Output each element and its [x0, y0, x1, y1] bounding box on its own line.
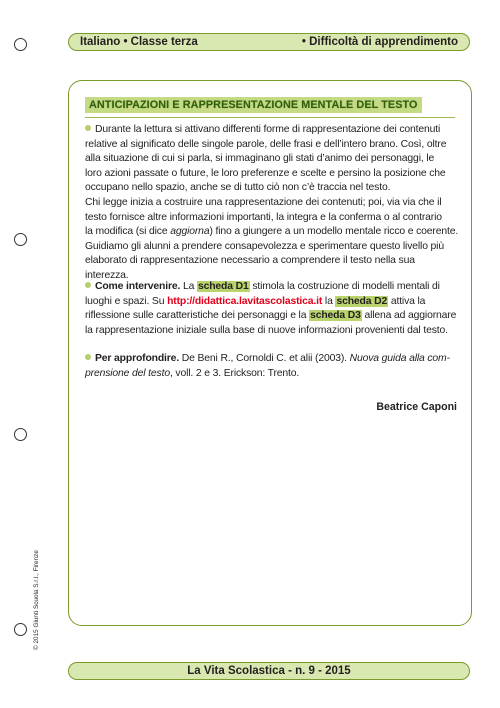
bullet-icon — [85, 125, 91, 131]
header-bar — [68, 33, 470, 51]
para1-line-7: testo fornisce altre informazioni importanti, la integra e la conferma o al contrario — [85, 211, 442, 223]
author-signature: Beatrice Caponi — [376, 401, 457, 413]
para1-line-5: occupano nello spazio, anche se di tutto ciò non c’è traccia nel testo. — [85, 182, 391, 194]
section-rule — [85, 117, 455, 118]
para3-text-1: De Beni R., Cornoldi C. et alii (2003). — [179, 353, 350, 364]
scheda-d3-label: scheda D3 — [310, 310, 361, 322]
para3-text-2: , voll. 2 e 3. Erickson: Trento. — [169, 367, 300, 379]
para1-line-9: Guidiamo gli alunni a prendere consapevolezza e sperimentare questo livello più — [85, 240, 444, 252]
section-title-text: ANTICIPAZIONI E RAPPRESENTAZIONE MENTALE DEL TESTO — [89, 99, 418, 111]
para3-italic-1: Nuova guida alla com- — [349, 353, 450, 364]
binder-hole-2 — [14, 233, 27, 246]
binder-hole-3 — [14, 428, 27, 441]
binder-hole-1 — [14, 38, 27, 51]
para2-text-4: la — [322, 295, 336, 307]
footer-text: La Vita Scolastica - n. 9 - 2015 — [187, 665, 351, 677]
para1-line-8b: ) fino a giungere a un modello mentale ricco e coerente. — [209, 226, 459, 238]
paragraph-further-reading — [85, 352, 461, 381]
para1-line-8a: la modifica (si dice — [85, 226, 171, 238]
binder-hole-4 — [14, 623, 27, 636]
bullet-icon — [85, 282, 91, 288]
para2-text-5: attiva la — [388, 295, 426, 307]
para1-line-8-italic: aggiorna — [170, 226, 210, 238]
para2-text-7: allena ad aggiornare — [361, 310, 457, 322]
header-topic: • Difficoltà di apprendimento — [301, 36, 458, 48]
para2-text-3: luoghi e spazi. Su — [85, 295, 168, 307]
para1-line-2: relative al significato delle singole parole, delle frasi e dell’intero brano. Così, oltre — [85, 138, 447, 150]
header-subject: Italiano • Classe terza — [80, 36, 198, 48]
website-link[interactable]: http://didattica.lavitascolastica.it — [167, 295, 323, 307]
para2-text-1: La — [180, 281, 197, 292]
copyright-notice: © 2015 Giunti Scuola S.r.l., Firenze — [33, 550, 40, 650]
para3-lead: Per approfondire. — [95, 353, 180, 364]
para1-line-6: Chi legge inizia a costruire una rappresentazione dei contenuti; poi, via via che il — [85, 196, 442, 208]
para1-line-10: elaborato di rappresentazione necessario a comprendere il testo nella sua interezza. — [85, 255, 415, 281]
scheda-d1-label: scheda D1 — [197, 281, 249, 292]
para2-text-2: stimola la costruzione di modelli mentali di — [249, 281, 440, 292]
para2-text-6: riflessione sulle caratteristiche dei personaggi e la — [85, 310, 310, 322]
paragraph-intro — [85, 123, 461, 284]
para2-lead: Come intervenire. — [95, 281, 181, 292]
scheda-d2-label: scheda D2 — [336, 295, 388, 307]
section-title — [85, 97, 422, 113]
para1-line-4: loro azioni passate o future, le loro preferenze e scelte e persino la posizione che — [85, 167, 446, 179]
para1-line-1: Durante la lettura si attivano differenti forme di rappresentazione dei contenuti — [95, 124, 441, 135]
para3-italic-2: prensione del testo — [85, 367, 170, 379]
para2-text-8: la rappresentazione iniziale sulla base di nuove informazioni provenienti dal testo. — [85, 324, 448, 336]
footer-bar — [68, 662, 470, 680]
paragraph-intervention — [85, 280, 461, 338]
bullet-icon — [85, 354, 91, 360]
para1-line-3: alla situazione di cui si parla, si immaginano gli stati d’animo dei personaggi, le — [85, 153, 435, 165]
